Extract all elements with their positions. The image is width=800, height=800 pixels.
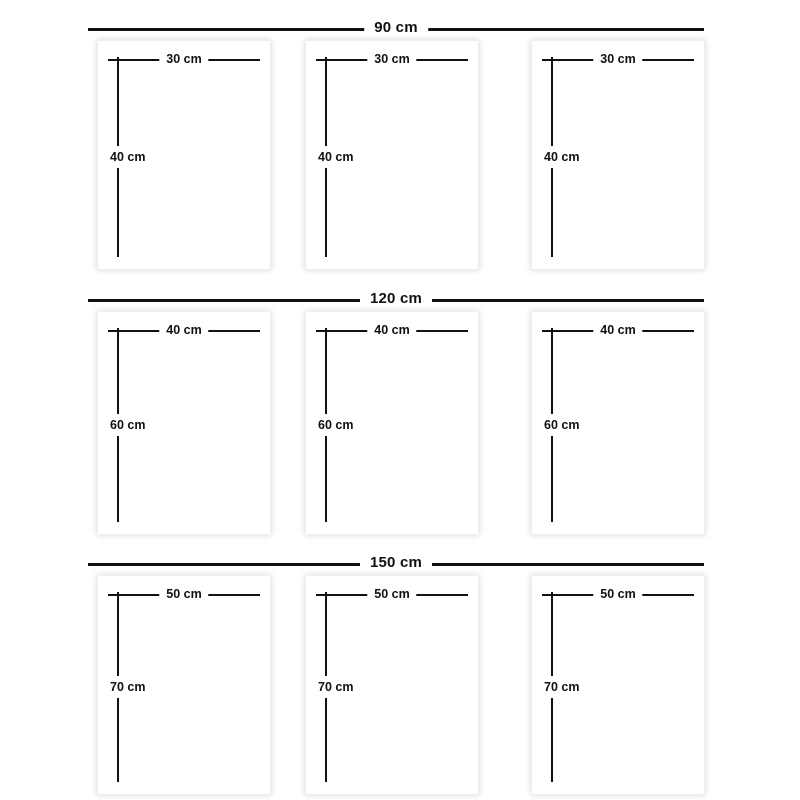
panel-height-rule [544, 592, 580, 782]
panel[interactable] [97, 40, 271, 270]
panel-height-rule [318, 592, 354, 782]
panel-height-label: 40 cm [544, 146, 579, 168]
panel[interactable] [531, 311, 705, 535]
panel[interactable] [531, 40, 705, 270]
panel-width-label: 30 cm [159, 51, 208, 67]
panel-height-label: 70 cm [544, 676, 579, 698]
panel-width-label: 50 cm [159, 586, 208, 602]
panel-height-rule [110, 592, 146, 782]
panel-height-label: 60 cm [318, 414, 353, 436]
panel[interactable] [531, 575, 705, 795]
panel-height-label: 40 cm [110, 146, 145, 168]
panel[interactable] [97, 575, 271, 795]
panel-height-label: 60 cm [544, 414, 579, 436]
total-width-label: 120 cm [360, 289, 432, 309]
panel[interactable] [305, 575, 479, 795]
panel-width-label: 40 cm [593, 322, 642, 338]
panel-width-rule [542, 322, 694, 338]
total-width-rule-120 [88, 289, 704, 309]
total-width-label: 150 cm [360, 553, 432, 573]
total-width-rule-150 [88, 553, 704, 573]
panel-height-label: 70 cm [110, 676, 145, 698]
total-width-label: 90 cm [364, 18, 428, 38]
panel-width-rule [542, 586, 694, 602]
panel-width-rule [542, 51, 694, 67]
panel-width-rule [316, 586, 468, 602]
panel-height-rule [110, 328, 146, 522]
panel-height-rule [544, 57, 580, 257]
total-width-rule-90 [88, 18, 704, 38]
panel-width-label: 30 cm [593, 51, 642, 67]
panel-width-rule [108, 51, 260, 67]
panel-width-rule [108, 586, 260, 602]
panel-height-rule [110, 57, 146, 257]
panel[interactable] [97, 311, 271, 535]
panel-height-label: 60 cm [110, 414, 145, 436]
panel-width-label: 30 cm [367, 51, 416, 67]
panel-width-label: 40 cm [367, 322, 416, 338]
panel-height-label: 40 cm [318, 146, 353, 168]
panel-height-rule [544, 328, 580, 522]
panel-width-label: 40 cm [159, 322, 208, 338]
panel-width-rule [316, 51, 468, 67]
panel[interactable] [305, 311, 479, 535]
panel-height-label: 70 cm [318, 676, 353, 698]
panel[interactable] [305, 40, 479, 270]
panel-width-rule [108, 322, 260, 338]
panel-height-rule [318, 328, 354, 522]
panel-width-label: 50 cm [367, 586, 416, 602]
panel-height-rule [318, 57, 354, 257]
panel-width-label: 50 cm [593, 586, 642, 602]
panel-width-rule [316, 322, 468, 338]
